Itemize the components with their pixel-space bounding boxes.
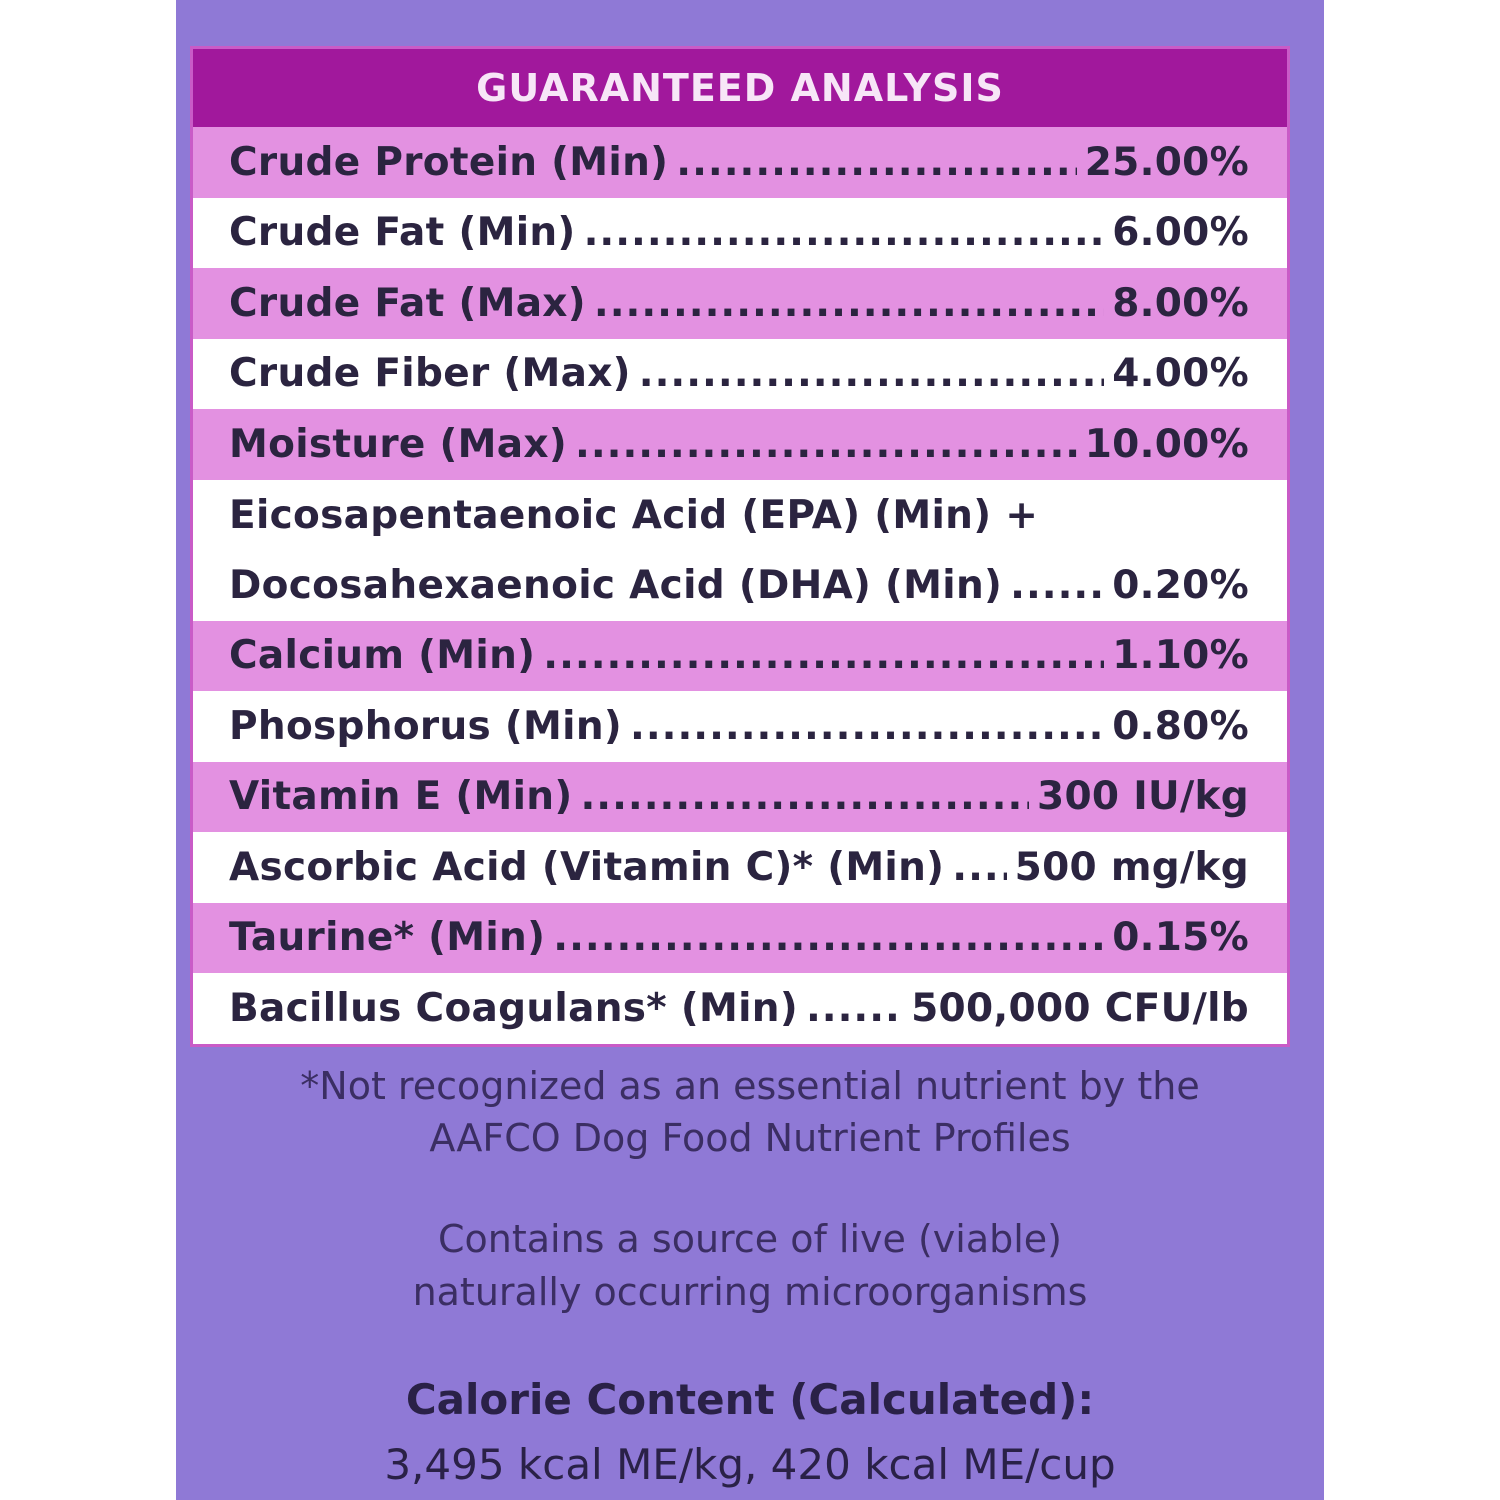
nutrient-label: Moisture (Max) (229, 421, 567, 467)
nutrient-value: 500,000 CFU/lb (911, 985, 1249, 1031)
nutrient-value: 10.00% (1084, 421, 1249, 467)
nutrient-label: Calcium (Min) (229, 633, 536, 679)
label-panel (176, 0, 1324, 1500)
nutrient-value: 8.00% (1112, 280, 1249, 326)
dot-leader (676, 140, 1076, 185)
table-row (193, 691, 1287, 762)
table-row (193, 832, 1287, 903)
table-row (193, 480, 1287, 621)
nutrient-value: 500 mg/kg (1014, 844, 1249, 890)
dot-leader (639, 351, 1104, 396)
aafco-footnote (176, 1060, 1324, 1164)
nutrient-label: Vitamin E (Min) (229, 774, 573, 820)
table-row (193, 621, 1287, 692)
nutrient-value: 4.00% (1112, 351, 1249, 397)
dot-leader (580, 774, 1029, 819)
nutrient-label: Crude Fat (Min) (229, 210, 576, 256)
nutrient-value: 300 IU/kg (1037, 774, 1249, 820)
dot-leader (553, 915, 1104, 960)
probiotic-note (176, 1213, 1324, 1319)
table-row (193, 268, 1287, 339)
probiotic-line: naturally occurring microorganisms (412, 1270, 1088, 1314)
table-row (193, 409, 1287, 480)
footnote-line: *Not recognized as an essential nutrient by the (300, 1064, 1200, 1108)
calorie-content-value: 3,495 kcal ME/kg, 420 kcal ME/cup (384, 1440, 1116, 1489)
guaranteed-analysis-table (190, 46, 1290, 1047)
table-row (193, 903, 1287, 974)
dot-leader (594, 281, 1104, 326)
dot-leader (575, 422, 1077, 467)
table-row (193, 198, 1287, 269)
nutrient-label: Crude Fiber (Max) (229, 351, 631, 397)
footnote-line: AAFCO Dog Food Nutrient Profiles (429, 1116, 1071, 1160)
calorie-content-title: Calorie Content (Calculated): (405, 1375, 1095, 1424)
dot-leader (952, 845, 1006, 890)
nutrient-label: Eicosapentaenoic Acid (EPA) (Min) + (229, 492, 1039, 538)
nutrient-value: 0.20% (1112, 562, 1249, 608)
nutrient-value: 0.80% (1112, 703, 1249, 749)
probiotic-line: Contains a source of live (viable) (437, 1217, 1062, 1261)
nutrient-value: 25.00% (1084, 139, 1249, 185)
nutrient-label: Bacillus Coagulans* (Min) (229, 985, 798, 1031)
nutrient-label: Docosahexaenoic Acid (DHA) (Min) (229, 562, 1003, 608)
table-row (193, 973, 1287, 1044)
nutrient-label: Taurine* (Min) (229, 915, 546, 961)
dot-leader (630, 704, 1104, 749)
table-row (193, 127, 1287, 198)
nutrient-label: Crude Fat (Max) (229, 280, 586, 326)
dot-leader (543, 633, 1104, 678)
nutrient-label: Phosphorus (Min) (229, 703, 623, 749)
table-title: GUARANTEED ANALYSIS (193, 49, 1287, 127)
nutrient-value: 1.10% (1112, 633, 1249, 679)
table-row (193, 339, 1287, 410)
nutrient-value: 0.15% (1112, 915, 1249, 961)
table-row (193, 762, 1287, 833)
dot-leader (1010, 563, 1104, 608)
nutrient-value: 6.00% (1112, 210, 1249, 256)
nutrient-label: Crude Protein (Min) (229, 139, 669, 185)
nutrient-label: Ascorbic Acid (Vitamin C)* (Min) (229, 844, 945, 890)
dot-leader (806, 986, 903, 1031)
dot-leader (584, 210, 1105, 255)
